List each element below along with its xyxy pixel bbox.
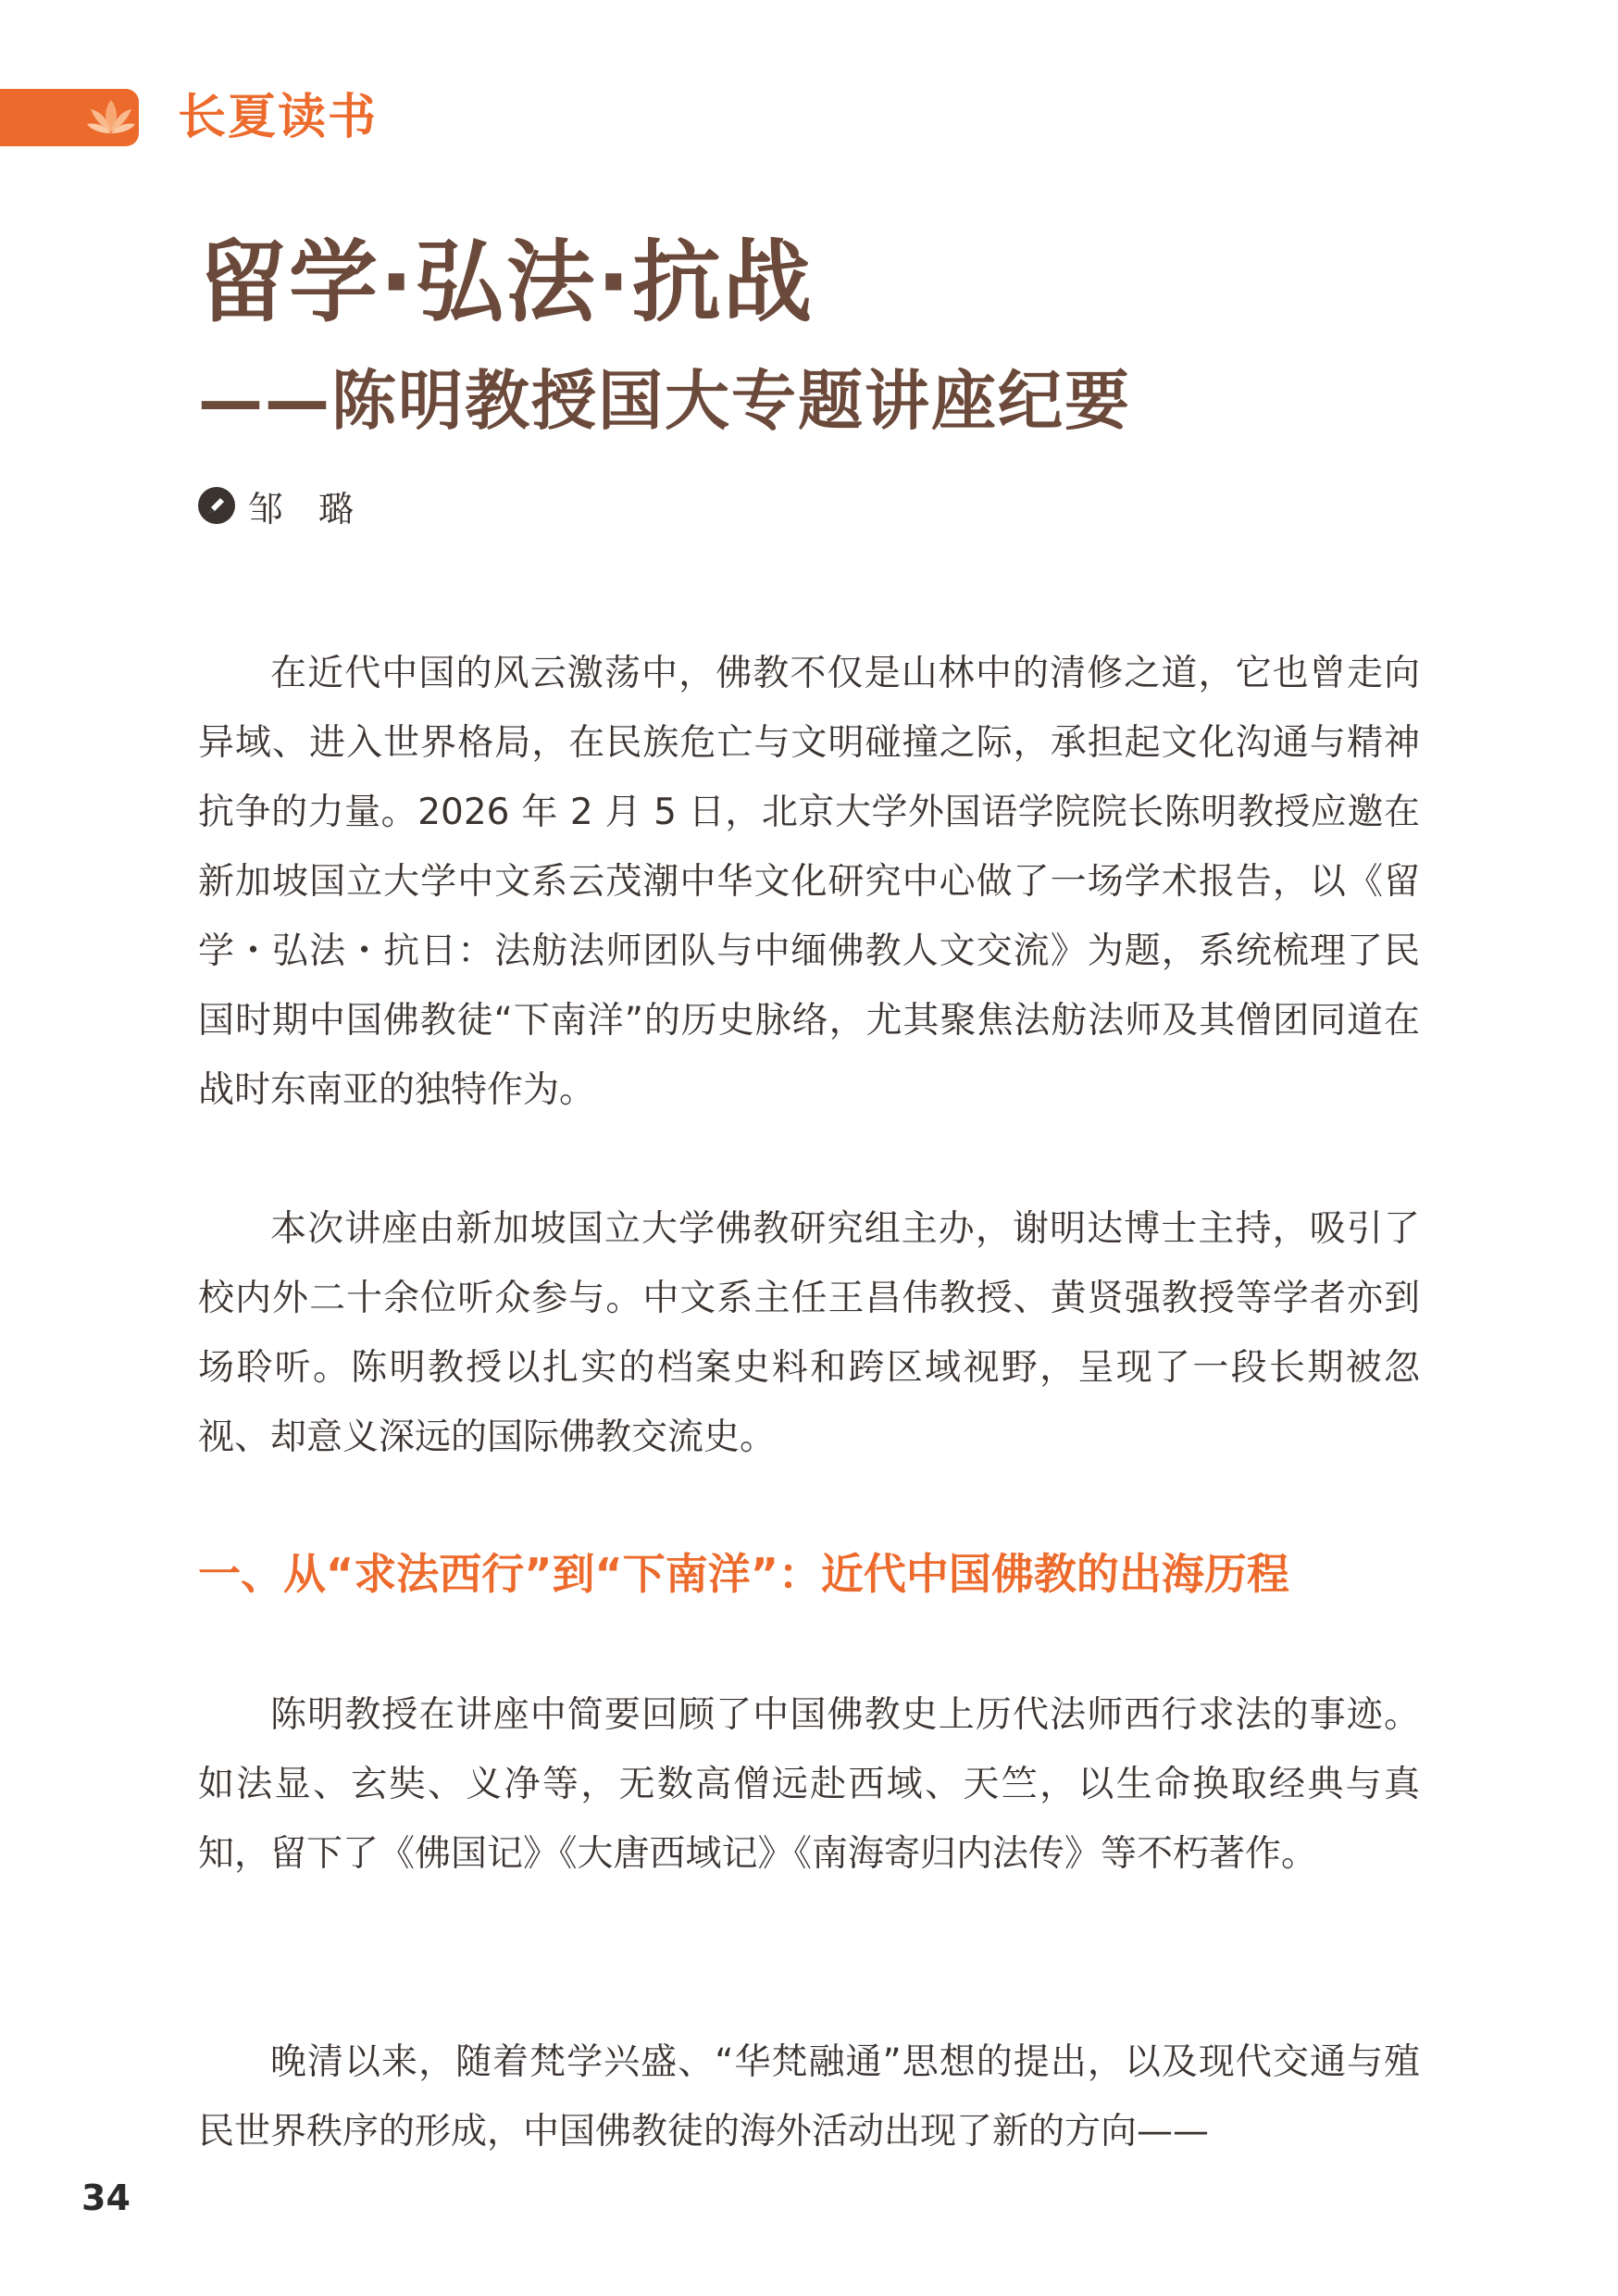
page-number: 34 <box>81 2177 131 2218</box>
lotus-icon <box>85 96 137 139</box>
paragraph-lecture-info <box>198 1194 1420 1472</box>
column-name: 长夏读书 <box>178 90 379 145</box>
section-heading: 一、从“求法西行”到“下南洋”：近代中国佛教的出海历程 <box>198 1549 1289 1599</box>
pen-icon <box>198 487 235 524</box>
paragraph: 在近代中国的风云激荡中，佛教不仅是山林中的清修之道，它也曾走向异域、进入世界格局，在民族危亡与文明碰撞之际，承担起文化沟通与精神抗争的力量。2026 年 2 月 5 日，北京大学外国语学院院长陈明教授应邀在新加坡国立大学中文系云茂潮中华文化研究中心做了一场学术报告，以《留学・弘法・抗日：法舫法师团队与中缅佛教人文交流》为题，系统梳理了民国时期中国佛教徒“下南洋”的历史脉络，尤其聚焦法舫法师及其僧团同道在战时东南亚的独特作为。 <box>198 653 1420 1111</box>
byline <box>198 480 354 531</box>
article-subtitle: ——陈明教授国大专题讲座纪要 <box>198 363 1131 439</box>
author-name: 邹 璐 <box>248 488 355 530</box>
paragraph: 晚清以来，随着梵学兴盛、“华梵融通”思想的提出，以及现代交通与殖民世界秩序的形成，中国佛教徒的海外活动出现了新的方向—— <box>198 2041 1420 2152</box>
paragraph-section-1 <box>198 1680 1420 1889</box>
paragraph: 陈明教授在讲座中简要回顾了中国佛教史上历代法师西行求法的事迹。如法显、玄奘、义净等，无数高僧远赴西域、天竺，以生命换取经典与真知，留下了《佛国记》《大唐西域记》《南海寄归内法传》等不朽著作。 <box>198 1694 1420 1875</box>
article-title: 留学·弘法·抗战 <box>198 231 814 334</box>
paragraph-section-2 <box>198 2028 1420 2166</box>
paragraph: 本次讲座由新加坡国立大学佛教研究组主办，谢明达博士主持，吸引了校内外二十余位听众参与。中文系主任王昌伟教授、黄贤强教授等学者亦到场聆听。陈明教授以扎实的档案史料和跨区域视野，呈现了一段长期被忽视、却意义深远的国际佛教交流史。 <box>198 1208 1420 1458</box>
paragraph-intro <box>198 639 1420 1125</box>
